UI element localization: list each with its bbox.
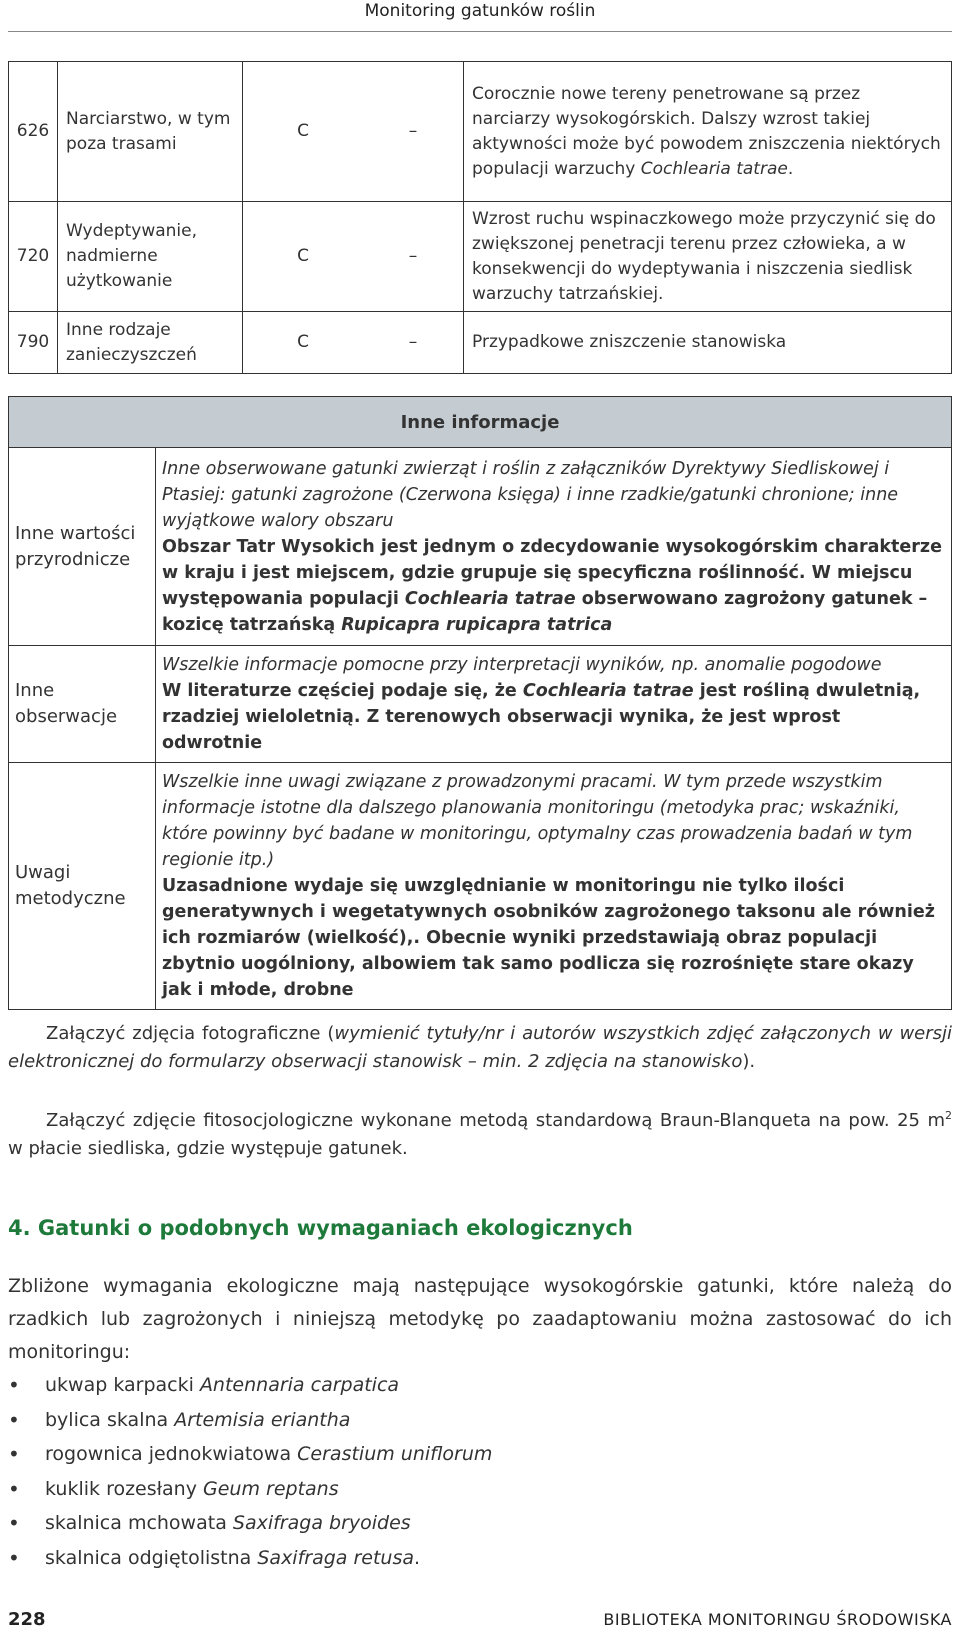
threat-code: 626: [9, 62, 58, 202]
text-segment: Cochlearia tatrae: [640, 158, 788, 179]
text-segment: Cochlearia tatrae: [404, 588, 576, 609]
threats-table: [8, 61, 952, 374]
text-segment: .: [787, 158, 794, 179]
other-info-table: [8, 396, 952, 1010]
threat-name: Inne rodzaje zanieczyszczeń: [58, 312, 243, 374]
text-segment: W literaturze częściej podaje się, że: [162, 681, 523, 701]
species-latin-name: Saxifraga bryoides: [232, 1512, 411, 1534]
text-segment: Przypadkowe zniszczenie stanowiska: [472, 332, 787, 352]
threat-influence: –: [363, 202, 464, 312]
text-segment: Załączyć zdjęcia fotograficzne (: [46, 1023, 335, 1044]
threat-influence: –: [363, 62, 464, 202]
list-item: [8, 1403, 908, 1438]
text-segment: 2: [945, 1109, 952, 1122]
text-segment: obserwowano zagrożony gatunek – kozicę tatrzańską: [162, 588, 928, 635]
threat-description: [464, 312, 952, 374]
list-item-end: .: [414, 1546, 421, 1569]
text-segment: Załączyć zdjęcie fitosocjologiczne wykonane metodą standardową Braun-Blanqueta na pow. 25 m: [46, 1110, 945, 1131]
text-segment: Wszelkie informacje pomocne przy interpretacji wyników, np. anomalie pogodowe: [162, 655, 882, 675]
row-label: Inne wartości przyrodnicze: [9, 448, 156, 646]
threat-influence: –: [363, 312, 464, 374]
section-intro: Zbliżone wymagania ekologiczne mają następujące wysokogórskie gatunki, które należą do rzadkich lub zagrożonych i niniejszą metodykę po zaadaptowaniu można zastosować do ich monitoringu:: [8, 1275, 952, 1363]
species-list: [8, 1368, 908, 1575]
species-common-name: rogownica jednokwiatowa: [45, 1443, 298, 1465]
threat-rank: C: [243, 312, 364, 374]
threat-name: Narciarstwo, w tym poza trasami: [58, 62, 243, 202]
species-latin-name: Geum reptans: [203, 1477, 339, 1500]
table-row: [9, 62, 952, 202]
photo-instruction-paragraph: [8, 1020, 952, 1076]
list-item: [8, 1472, 908, 1507]
species-latin-name: Cerastium uniflorum: [297, 1443, 493, 1465]
text-segment: Corocznie nowe tereny penetrowane są przez narciarzy wysokogórskich. Dalszy wzrost takiej aktywności może być powodem zniszczenia niektórych populacji warzuchy: [472, 83, 941, 179]
row-content: [156, 763, 952, 1010]
threat-name: Wydeptywanie, nadmierne użytkowanie: [58, 202, 243, 312]
text-segment: Rupicapra rupicapra tatrica: [341, 614, 613, 635]
table-row: [9, 312, 952, 374]
text-segment: wymienić tytuły/nr i autorów wszystkich zdjęć załączonych w wersji elektronicznej do formularzy obserwacji stanowisk – min. 2 zdjęcia na stanowisko: [8, 1023, 953, 1072]
publication-name: BIBLIOTEKA MONITORINGU ŚRODOWISKA: [603, 1610, 952, 1629]
phytosociology-paragraph: [8, 1102, 952, 1163]
text-segment: ).: [742, 1051, 756, 1072]
page-number: 228: [8, 1609, 46, 1630]
list-item: [8, 1368, 908, 1403]
table-row: [9, 202, 952, 312]
text-segment: w płacie siedliska, gdzie występuje gatunek.: [8, 1138, 408, 1159]
running-header: Monitoring gatunków roślin: [364, 1, 596, 21]
text-segment: jest rośliną dwuletnią, rzadziej wieloletnią. Z terenowych obserwacji wynika, że jest wprost odwrotnie: [162, 681, 921, 753]
species-latin-name: Saxifraga retusa: [257, 1546, 415, 1569]
threat-description: [464, 62, 952, 202]
text-segment: Wzrost ruchu wspinaczkowego może przyczynić się do zwiększonej penetracji terenu przez człowieka, a w konsekwencji do wydeptywania i niszczenia siedlisk warzuchy tatrzańskiej.: [472, 208, 936, 304]
text-segment: Obszar Tatr Wysokich jest jednym o zdecydowanie wysokogórskim charakterze w kraju i jest miejscem, gdzie grupuje się specyficzna roślinność. W miejscu występowania populacji: [162, 536, 942, 609]
species-common-name: bylica skalna: [45, 1408, 175, 1431]
text-segment: Inne obserwowane gatunki zwierząt i roślin z załączników Dyrektywy Siedliskowej i Ptasiej: gatunki zagrożone (Czerwona księga) i inne rzadkie/gatunki chronione; inne wyjątkowe walory obszaru: [162, 458, 899, 531]
species-common-name: skalnica odgiętolistna: [45, 1546, 258, 1569]
text-segment: Cochlearia tatrae: [522, 681, 694, 701]
section-title: 4. Gatunki o podobnych wymaganiach ekologicznych: [8, 1216, 633, 1240]
threat-code: 720: [9, 202, 58, 312]
threat-description: [464, 202, 952, 312]
header-rule: [8, 31, 952, 32]
row-label: Uwagi metodyczne: [9, 763, 156, 1010]
threat-rank: C: [243, 62, 364, 202]
species-common-name: skalnica mchowata: [45, 1512, 233, 1534]
threat-code: 790: [9, 312, 58, 374]
table-heading: Inne informacje: [9, 397, 952, 448]
table-row: [9, 448, 952, 646]
table-row: [9, 763, 952, 1010]
text-segment: Wszelkie inne uwagi związane z prowadzonymi pracami. W tym przede wszystkim informacje istotne dla dalszego planowania monitoringu (metodyka prac; wskaźniki, które powinny być badane w monitoringu, optymalny czas prowadzenia badań w tym regionie itp.): [162, 772, 913, 870]
row-content: [156, 646, 952, 763]
row-label: Inne obserwacje: [9, 646, 156, 763]
species-latin-name: Antennaria carpatica: [199, 1374, 400, 1396]
species-latin-name: Artemisia eriantha: [174, 1408, 351, 1431]
table-header-row: [9, 397, 952, 448]
text-segment: Uzasadnione wydaje się uwzględnianie w monitoringu nie tylko ilości generatywnych i wegetatywnych osobników zagrożonego taksonu ale również ich rozmiarów (wielkość),. Obecnie wyniki przedstawiają obraz populacji zbytnio uogólniony, albowiem tak samo podlicza się rozrośnięte stare okazy jak i młode, drobne: [162, 876, 935, 1000]
row-content: [156, 448, 952, 646]
table-row: [9, 646, 952, 763]
threat-rank: C: [243, 202, 364, 312]
list-item: [8, 1506, 908, 1541]
species-common-name: kuklik rozesłany: [45, 1477, 204, 1500]
list-item: [8, 1437, 908, 1472]
list-item: [8, 1541, 908, 1576]
species-common-name: ukwap karpacki: [45, 1374, 200, 1396]
